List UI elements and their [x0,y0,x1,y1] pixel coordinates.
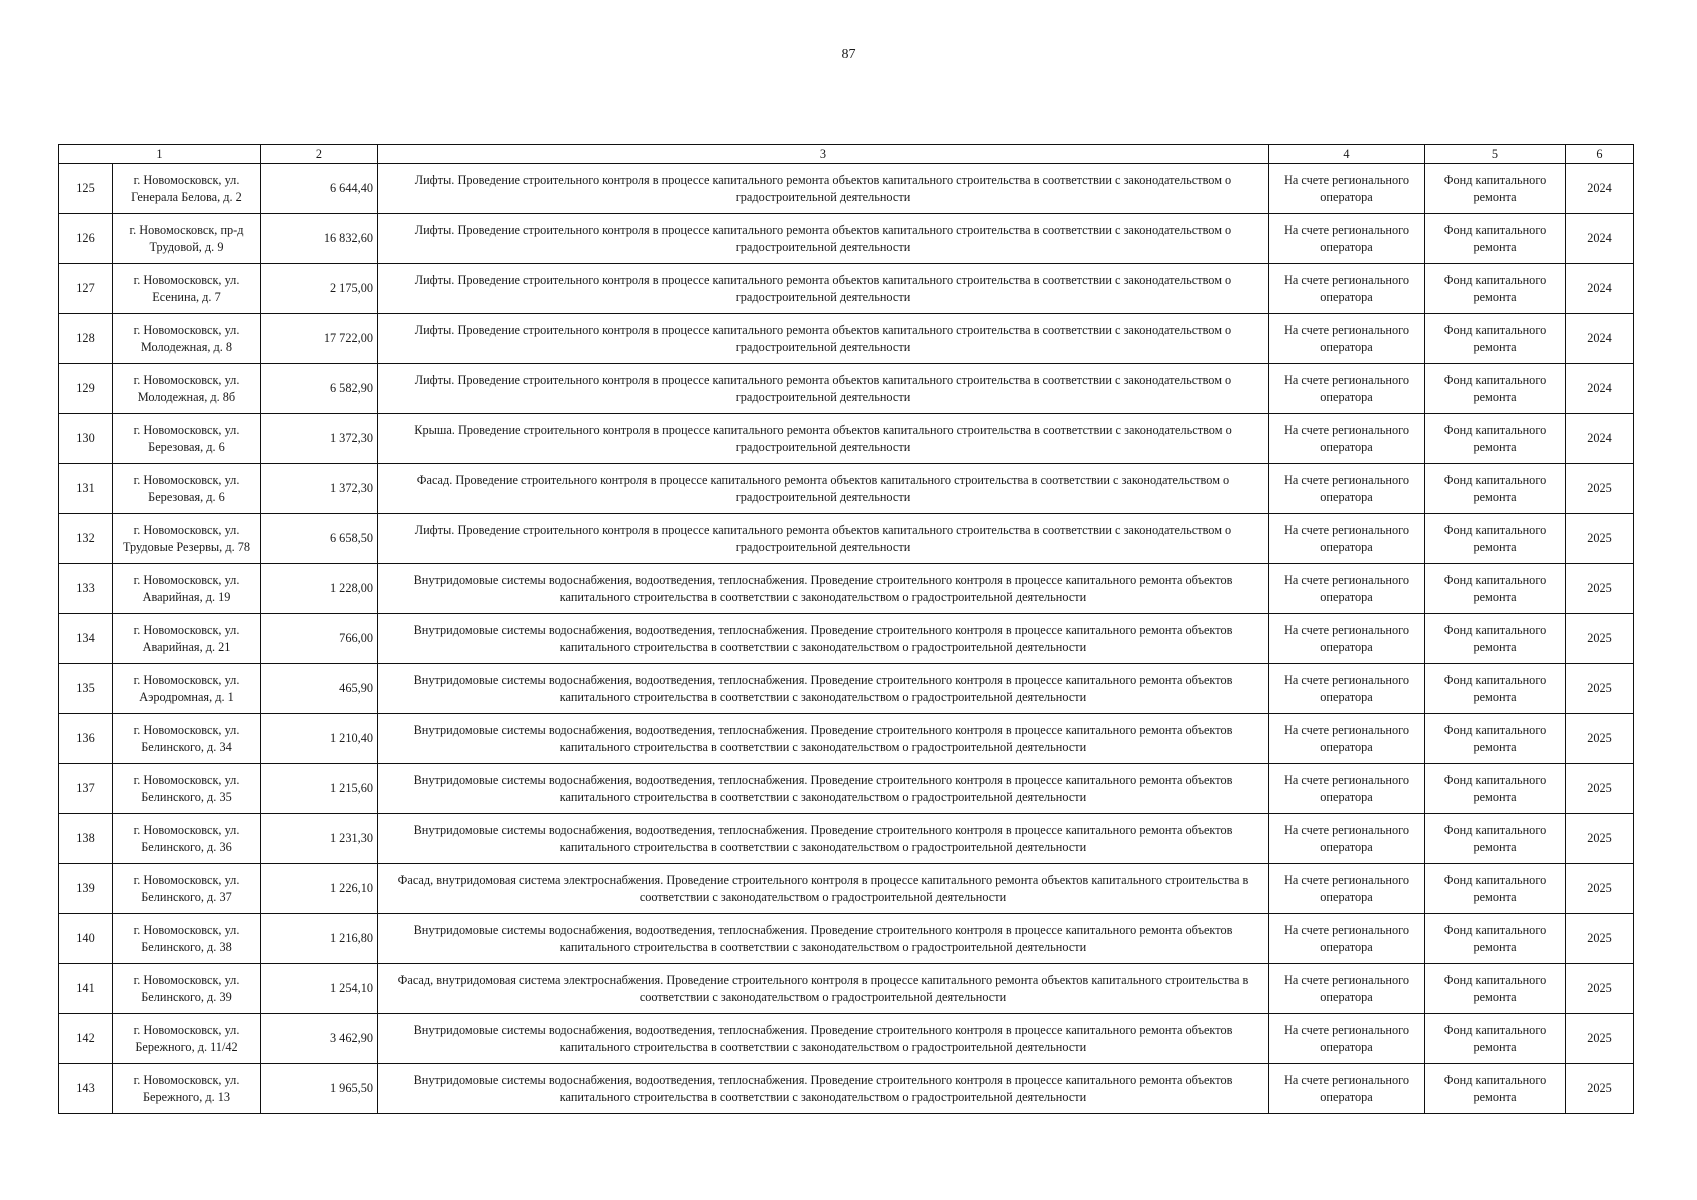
amount-cell: 6 658,50 [261,514,378,564]
address-cell: г. Новомосковск, ул. Белинского, д. 36 [113,814,261,864]
address-cell: г. Новомосковск, ул. Молодежная, д. 8б [113,364,261,414]
year-cell: 2025 [1566,664,1634,714]
fund-source-cell: Фонд капитального ремонта [1425,514,1566,564]
funding-account-cell: На счете регионального оператора [1269,1064,1425,1114]
work-description-cell: Лифты. Проведение строительного контроля в процессе капитального ремонта объектов капитального строительства в соответствии с законодательством о градостроительной деятельности [378,514,1269,564]
row-number-cell: 131 [59,464,113,514]
address-cell: г. Новомосковск, ул. Трудовые Резервы, д. 78 [113,514,261,564]
work-description-cell: Внутридомовые системы водоснабжения, водоотведения, теплоснабжения. Проведение строительного контроля в процессе капитального ремонта объектов капитального строительства в соответствии с законодательством о градостроительной деятельности [378,914,1269,964]
work-description-cell: Лифты. Проведение строительного контроля в процессе капитального ремонта объектов капитального строительства в соответствии с законодательством о градостроительной деятельности [378,264,1269,314]
year-cell: 2024 [1566,264,1634,314]
funding-account-cell: На счете регионального оператора [1269,1014,1425,1064]
work-description-cell: Крыша. Проведение строительного контроля в процессе капитального ремонта объектов капитального строительства в соответствии с законодательством о градостроительной деятельности [378,414,1269,464]
year-cell: 2025 [1566,1014,1634,1064]
amount-cell: 766,00 [261,614,378,664]
work-description-cell: Фасад, внутридомовая система электроснабжения. Проведение строительного контроля в процессе капитального ремонта объектов капитального строительства в соответствии с законодательством о градостроительной деятельности [378,864,1269,914]
year-cell: 2025 [1566,914,1634,964]
amount-cell: 1 215,60 [261,764,378,814]
table-row [59,864,1634,914]
address-cell: г. Новомосковск, ул. Белинского, д. 38 [113,914,261,964]
row-number-cell: 135 [59,664,113,714]
row-number-cell: 142 [59,1014,113,1064]
fund-source-cell: Фонд капитального ремонта [1425,664,1566,714]
capital-repair-table [58,144,1634,1114]
funding-account-cell: На счете регионального оператора [1269,814,1425,864]
amount-cell: 16 832,60 [261,214,378,264]
table-row [59,214,1634,264]
table-row [59,614,1634,664]
year-cell: 2024 [1566,364,1634,414]
fund-source-cell: Фонд капитального ремонта [1425,914,1566,964]
table-row [59,1064,1634,1114]
row-number-cell: 138 [59,814,113,864]
funding-account-cell: На счете регионального оператора [1269,314,1425,364]
amount-cell: 1 228,00 [261,564,378,614]
work-description-cell: Внутридомовые системы водоснабжения, водоотведения, теплоснабжения. Проведение строительного контроля в процессе капитального ремонта объектов капитального строительства в соответствии с законодательством о градостроительной деятельности [378,1064,1269,1114]
table-row [59,264,1634,314]
column-header-2: 2 [261,145,378,164]
work-description-cell: Лифты. Проведение строительного контроля в процессе капитального ремонта объектов капитального строительства в соответствии с законодательством о градостроительной деятельности [378,214,1269,264]
year-cell: 2025 [1566,614,1634,664]
address-cell: г. Новомосковск, ул. Белинского, д. 37 [113,864,261,914]
amount-cell: 1 254,10 [261,964,378,1014]
work-description-cell: Внутридомовые системы водоснабжения, водоотведения, теплоснабжения. Проведение строительного контроля в процессе капитального ремонта объектов капитального строительства в соответствии с законодательством о градостроительной деятельности [378,814,1269,864]
table-row [59,814,1634,864]
fund-source-cell: Фонд капитального ремонта [1425,764,1566,814]
amount-cell: 6 582,90 [261,364,378,414]
row-number-cell: 139 [59,864,113,914]
year-cell: 2024 [1566,414,1634,464]
table-row [59,764,1634,814]
address-cell: г. Новомосковск, ул. Аварийная, д. 21 [113,614,261,664]
funding-account-cell: На счете регионального оператора [1269,864,1425,914]
row-number-cell: 136 [59,714,113,764]
column-header-1: 1 [59,145,261,164]
address-cell: г. Новомосковск, ул. Березовая, д. 6 [113,464,261,514]
column-header-6: 6 [1566,145,1634,164]
table-row [59,464,1634,514]
address-cell: г. Новомосковск, ул. Березовая, д. 6 [113,414,261,464]
address-cell: г. Новомосковск, ул. Белинского, д. 39 [113,964,261,1014]
address-cell: г. Новомосковск, ул. Молодежная, д. 8 [113,314,261,364]
fund-source-cell: Фонд капитального ремонта [1425,464,1566,514]
column-header-3: 3 [378,145,1269,164]
year-cell: 2025 [1566,514,1634,564]
year-cell: 2025 [1566,564,1634,614]
year-cell: 2025 [1566,464,1634,514]
funding-account-cell: На счете регионального оператора [1269,214,1425,264]
funding-account-cell: На счете регионального оператора [1269,614,1425,664]
year-cell: 2025 [1566,864,1634,914]
funding-account-cell: На счете регионального оператора [1269,414,1425,464]
table-row [59,714,1634,764]
address-cell: г. Новомосковск, ул. Генерала Белова, д. 2 [113,164,261,214]
funding-account-cell: На счете регионального оператора [1269,714,1425,764]
funding-account-cell: На счете регионального оператора [1269,664,1425,714]
row-number-cell: 130 [59,414,113,464]
work-description-cell: Фасад. Проведение строительного контроля в процессе капитального ремонта объектов капитального строительства в соответствии с законодательством о градостроительной деятельности [378,464,1269,514]
column-number-row [59,145,1634,164]
fund-source-cell: Фонд капитального ремонта [1425,614,1566,664]
work-description-cell: Лифты. Проведение строительного контроля в процессе капитального ремонта объектов капитального строительства в соответствии с законодательством о градостроительной деятельности [378,314,1269,364]
year-cell: 2024 [1566,314,1634,364]
table-row [59,414,1634,464]
column-header-5: 5 [1425,145,1566,164]
funding-account-cell: На счете регионального оператора [1269,364,1425,414]
year-cell: 2024 [1566,164,1634,214]
fund-source-cell: Фонд капитального ремонта [1425,1014,1566,1064]
page-number: 87 [841,47,856,62]
table-row [59,1014,1634,1064]
address-cell: г. Новомосковск, ул. Бережного, д. 13 [113,1064,261,1114]
funding-account-cell: На счете регионального оператора [1269,964,1425,1014]
amount-cell: 6 644,40 [261,164,378,214]
amount-cell: 17 722,00 [261,314,378,364]
row-number-cell: 125 [59,164,113,214]
amount-cell: 1 372,30 [261,464,378,514]
row-number-cell: 126 [59,214,113,264]
fund-source-cell: Фонд капитального ремонта [1425,964,1566,1014]
amount-cell: 1 372,30 [261,414,378,464]
table-row [59,514,1634,564]
funding-account-cell: На счете регионального оператора [1269,464,1425,514]
row-number-cell: 143 [59,1064,113,1114]
row-number-cell: 129 [59,364,113,414]
year-cell: 2024 [1566,214,1634,264]
fund-source-cell: Фонд капитального ремонта [1425,864,1566,914]
funding-account-cell: На счете регионального оператора [1269,764,1425,814]
year-cell: 2025 [1566,714,1634,764]
work-description-cell: Фасад, внутридомовая система электроснабжения. Проведение строительного контроля в процессе капитального ремонта объектов капитального строительства в соответствии с законодательством о градостроительной деятельности [378,964,1269,1014]
address-cell: г. Новомосковск, ул. Белинского, д. 35 [113,764,261,814]
fund-source-cell: Фонд капитального ремонта [1425,1064,1566,1114]
amount-cell: 1 216,80 [261,914,378,964]
address-cell: г. Новомосковск, пр-д Трудовой, д. 9 [113,214,261,264]
row-number-cell: 132 [59,514,113,564]
address-cell: г. Новомосковск, ул. Есенина, д. 7 [113,264,261,314]
fund-source-cell: Фонд капитального ремонта [1425,814,1566,864]
amount-cell: 1 231,30 [261,814,378,864]
table-row [59,314,1634,364]
row-number-cell: 137 [59,764,113,814]
address-cell: г. Новомосковск, ул. Аварийная, д. 19 [113,564,261,614]
work-description-cell: Внутридомовые системы водоснабжения, водоотведения, теплоснабжения. Проведение строительного контроля в процессе капитального ремонта объектов капитального строительства в соответствии с законодательством о градостроительной деятельности [378,764,1269,814]
funding-account-cell: На счете регионального оператора [1269,514,1425,564]
table-row [59,364,1634,414]
fund-source-cell: Фонд капитального ремонта [1425,164,1566,214]
fund-source-cell: Фонд капитального ремонта [1425,414,1566,464]
row-number-cell: 140 [59,914,113,964]
amount-cell: 1 965,50 [261,1064,378,1114]
work-description-cell: Внутридомовые системы водоснабжения, водоотведения, теплоснабжения. Проведение строительного контроля в процессе капитального ремонта объектов капитального строительства в соответствии с законодательством о градостроительной деятельности [378,1014,1269,1064]
amount-cell: 2 175,00 [261,264,378,314]
address-cell: г. Новомосковск, ул. Белинского, д. 34 [113,714,261,764]
year-cell: 2025 [1566,964,1634,1014]
column-header-4: 4 [1269,145,1425,164]
table-row [59,914,1634,964]
work-description-cell: Лифты. Проведение строительного контроля в процессе капитального ремонта объектов капитального строительства в соответствии с законодательством о градостроительной деятельности [378,164,1269,214]
amount-cell: 3 462,90 [261,1014,378,1064]
funding-account-cell: На счете регионального оператора [1269,164,1425,214]
table-row [59,964,1634,1014]
year-cell: 2025 [1566,764,1634,814]
funding-account-cell: На счете регионального оператора [1269,914,1425,964]
funding-account-cell: На счете регионального оператора [1269,264,1425,314]
table-row [59,164,1634,214]
year-cell: 2025 [1566,814,1634,864]
funding-account-cell: На счете регионального оператора [1269,564,1425,614]
address-cell: г. Новомосковск, ул. Аэродромная, д. 1 [113,664,261,714]
work-description-cell: Внутридомовые системы водоснабжения, водоотведения, теплоснабжения. Проведение строительного контроля в процессе капитального ремонта объектов капитального строительства в соответствии с законодательством о градостроительной деятельности [378,564,1269,614]
address-cell: г. Новомосковск, ул. Бережного, д. 11/42 [113,1014,261,1064]
fund-source-cell: Фонд капитального ремонта [1425,214,1566,264]
fund-source-cell: Фонд капитального ремонта [1425,314,1566,364]
amount-cell: 465,90 [261,664,378,714]
fund-source-cell: Фонд капитального ремонта [1425,364,1566,414]
row-number-cell: 133 [59,564,113,614]
fund-source-cell: Фонд капитального ремонта [1425,564,1566,614]
fund-source-cell: Фонд капитального ремонта [1425,714,1566,764]
row-number-cell: 127 [59,264,113,314]
year-cell: 2025 [1566,1064,1634,1114]
table-row [59,564,1634,614]
table-row [59,664,1634,714]
work-description-cell: Внутридомовые системы водоснабжения, водоотведения, теплоснабжения. Проведение строительного контроля в процессе капитального ремонта объектов капитального строительства в соответствии с законодательством о градостроительной деятельности [378,614,1269,664]
amount-cell: 1 210,40 [261,714,378,764]
amount-cell: 1 226,10 [261,864,378,914]
row-number-cell: 141 [59,964,113,1014]
work-description-cell: Лифты. Проведение строительного контроля в процессе капитального ремонта объектов капитального строительства в соответствии с законодательством о градостроительной деятельности [378,364,1269,414]
row-number-cell: 128 [59,314,113,364]
fund-source-cell: Фонд капитального ремонта [1425,264,1566,314]
work-description-cell: Внутридомовые системы водоснабжения, водоотведения, теплоснабжения. Проведение строительного контроля в процессе капитального ремонта объектов капитального строительства в соответствии с законодательством о градостроительной деятельности [378,714,1269,764]
row-number-cell: 134 [59,614,113,664]
work-description-cell: Внутридомовые системы водоснабжения, водоотведения, теплоснабжения. Проведение строительного контроля в процессе капитального ремонта объектов капитального строительства в соответствии с законодательством о градостроительной деятельности [378,664,1269,714]
